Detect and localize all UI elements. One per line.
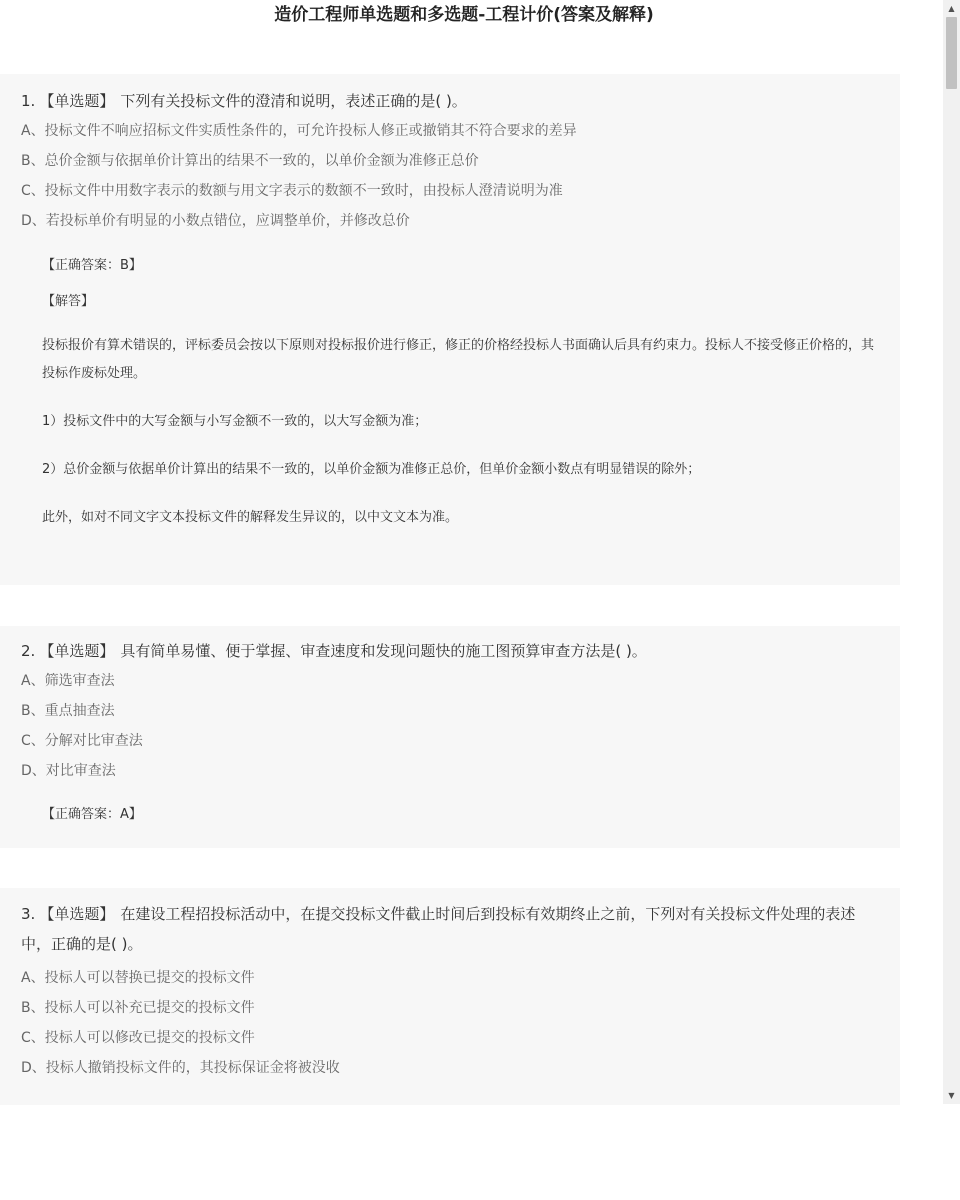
question-text: 在建设工程招投标活动中，在提交投标文件截止时间后到投标有效期终止之前，下列对有关投标文件处理的表述中，正确的是( )。 bbox=[21, 905, 856, 953]
option-a: A、筛选审查法 bbox=[21, 673, 115, 689]
correct-answer: 【正确答案：A】 bbox=[42, 807, 142, 822]
analysis-paragraph: 投标报价有算术错误的，评标委员会按以下原则对投标报价进行修正，修正的价格经投标人书面确认后具有约束力。投标人不接受修正价格的，其投标作废标处理。 bbox=[42, 338, 875, 381]
scrollbar-thumb[interactable] bbox=[946, 17, 957, 89]
question-card-3 bbox=[0, 888, 900, 1105]
question-text: 具有简单易懂、便于掌握、审查速度和发现问题快的施工图预算审查方法是( )。 bbox=[120, 642, 647, 660]
question-card-1 bbox=[0, 74, 900, 585]
question-type: 【单选题】 bbox=[39, 905, 115, 923]
option-c: C、投标人可以修改已提交的投标文件 bbox=[21, 1030, 255, 1046]
analysis-paragraph: 此外，如对不同文字文本投标文件的解释发生异议的，以中文文本为准。 bbox=[42, 510, 459, 525]
option-a: A、投标人可以替换已提交的投标文件 bbox=[21, 970, 255, 986]
option-d: D、投标人撤销投标文件的，其投标保证金将被没收 bbox=[21, 1060, 340, 1076]
question-number: 2. bbox=[21, 642, 36, 660]
question-number: 1. bbox=[21, 92, 36, 110]
option-d: D、若投标单价有明显的小数点错位，应调整单价，并修改总价 bbox=[21, 213, 410, 229]
question-type: 【单选题】 bbox=[39, 642, 115, 660]
question-type: 【单选题】 bbox=[39, 92, 115, 110]
page-title: 造价工程师单选题和多选题-工程计价(答案及解释) bbox=[274, 5, 654, 25]
option-a: A、投标文件不响应招标文件实质性条件的，可允许投标人修正或撤销其不符合要求的差异 bbox=[21, 123, 577, 139]
question-stem bbox=[21, 86, 878, 116]
option-c: C、投标文件中用数字表示的数额与用文字表示的数额不一致时，由投标人澄清说明为准 bbox=[21, 183, 563, 199]
question-stem bbox=[21, 636, 878, 666]
analysis-paragraph: 2）总价金额与依据单价计算出的结果不一致的，以单价金额为准修正总价，但单价金额小数点有明显错误的除外； bbox=[42, 462, 701, 477]
vertical-scrollbar[interactable] bbox=[943, 0, 960, 1104]
question-number: 3. bbox=[21, 905, 36, 923]
question-text: 下列有关投标文件的澄清和说明，表述正确的是( )。 bbox=[120, 92, 467, 110]
question-stem bbox=[21, 899, 878, 959]
question-card-2 bbox=[0, 626, 900, 848]
option-b: B、重点抽查法 bbox=[21, 703, 115, 719]
option-c: C、分解对比审查法 bbox=[21, 733, 143, 749]
option-b: B、总价金额与依据单价计算出的结果不一致的，以单价金额为准修正总价 bbox=[21, 153, 479, 169]
scroll-up-arrow-icon[interactable]: ▲ bbox=[948, 4, 955, 13]
scroll-down-arrow-icon[interactable]: ▼ bbox=[948, 1091, 955, 1100]
correct-answer: 【正确答案：B】 bbox=[42, 258, 142, 273]
analysis-paragraph: 1）投标文件中的大写金额与小写金额不一致的，以大写金额为准； bbox=[42, 414, 428, 429]
option-d: D、对比审查法 bbox=[21, 763, 116, 779]
analysis-label: 【解答】 bbox=[42, 294, 95, 309]
option-b: B、投标人可以补充已提交的投标文件 bbox=[21, 1000, 255, 1016]
